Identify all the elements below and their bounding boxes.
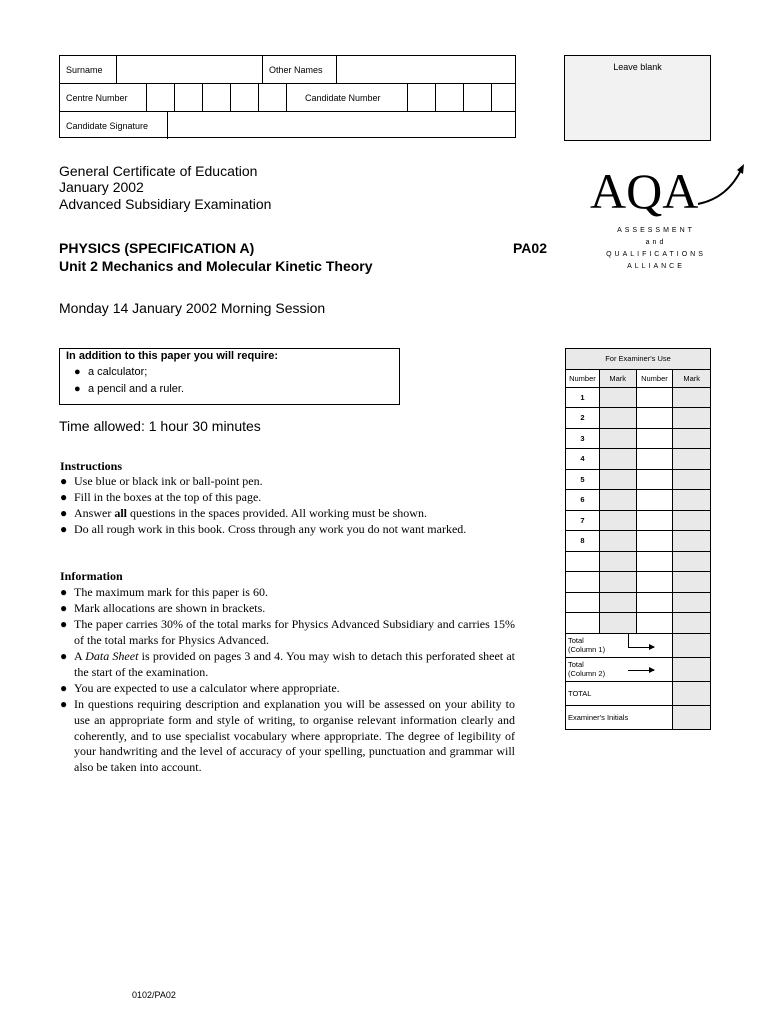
signature-row xyxy=(60,112,515,139)
mark-cell[interactable] xyxy=(673,531,711,552)
examiners-use-title: For Examiner's Use xyxy=(566,349,711,370)
number-cell[interactable] xyxy=(636,408,673,429)
signature-field[interactable] xyxy=(168,112,517,139)
number-cell[interactable] xyxy=(636,387,673,408)
examiners-initials-label: Examiner's Initials xyxy=(566,705,673,729)
aqa-swoosh-icon xyxy=(588,160,748,220)
number-row xyxy=(60,84,515,112)
candidate-number-digit[interactable] xyxy=(408,84,436,111)
mark-cell[interactable] xyxy=(599,592,636,613)
logo-line-2: QUALIFICATIONS xyxy=(606,251,706,258)
information-heading: Information xyxy=(60,569,123,583)
row-number xyxy=(566,572,600,593)
mark-cell[interactable] xyxy=(673,469,711,490)
mark-cell[interactable] xyxy=(599,469,636,490)
mark-cell[interactable] xyxy=(599,572,636,593)
mark-cell[interactable] xyxy=(599,449,636,470)
mark-cell[interactable] xyxy=(599,490,636,511)
candidate-details-box xyxy=(59,55,516,138)
mark-cell[interactable] xyxy=(599,510,636,531)
instruction-item: ● Fill in the boxes at the top of this page. xyxy=(60,490,262,504)
session-line: Monday 14 January 2002 Morning Session xyxy=(59,300,326,316)
unit-title: Unit 2 Mechanics and Molecular Kinetic Theory xyxy=(59,258,373,274)
row-number: 4 xyxy=(566,449,600,470)
row-number: 5 xyxy=(566,469,600,490)
total-column-2-cell[interactable] xyxy=(673,657,711,681)
mark-cell[interactable] xyxy=(673,551,711,572)
total-column-1-cell[interactable] xyxy=(673,633,711,657)
row-number: 3 xyxy=(566,428,600,449)
information-item: ● You are expected to use a calculator where appropriate. xyxy=(60,681,340,695)
mark-cell[interactable] xyxy=(599,613,636,634)
information-item: ● The maximum mark for this paper is 60. xyxy=(60,585,268,599)
candidate-number-digit[interactable] xyxy=(464,84,492,111)
leave-blank-box: Leave blank xyxy=(564,55,711,141)
exam-line-2: January 2002 xyxy=(59,179,144,195)
logo-line-3: ALLIANCE xyxy=(627,263,685,270)
row-number xyxy=(566,592,600,613)
instruction-item: ● Answer all questions in the spaces provided. All working must be shown. xyxy=(60,506,427,520)
requirements-heading: In addition to this paper you will require: xyxy=(66,350,279,362)
col-number-2: Number xyxy=(636,369,673,387)
grand-total-cell[interactable] xyxy=(673,681,711,705)
requirement-item: ● a pencil and a ruler. xyxy=(74,383,185,395)
mark-cell[interactable] xyxy=(673,572,711,593)
footer-code: 0102/PA02 xyxy=(132,990,176,1000)
instruction-item: ● Do all rough work in this book. Cross through any work you do not want marked. xyxy=(60,522,467,536)
mark-cell[interactable] xyxy=(673,428,711,449)
total-column-2-label: Total (Column 2) xyxy=(566,657,673,681)
mark-cell[interactable] xyxy=(599,551,636,572)
examiners-use-table xyxy=(565,348,711,730)
centre-number-digit[interactable] xyxy=(147,84,175,111)
mark-cell[interactable] xyxy=(599,387,636,408)
candidate-number-label: Candidate Number xyxy=(287,84,408,111)
row-number xyxy=(566,551,600,572)
mark-cell[interactable] xyxy=(673,510,711,531)
candidate-number-digit[interactable] xyxy=(436,84,464,111)
aqa-letters: AQA xyxy=(590,163,699,219)
surname-field[interactable] xyxy=(117,56,263,83)
number-cell[interactable] xyxy=(636,490,673,511)
information-item: ● The paper carries 30% of the total marks for Physics Advanced Subsidiary and carries 15% of the total marks for Physics Advanced. xyxy=(60,617,515,647)
number-cell[interactable] xyxy=(636,531,673,552)
number-cell[interactable] xyxy=(636,428,673,449)
mark-cell[interactable] xyxy=(673,490,711,511)
mark-cell[interactable] xyxy=(673,387,711,408)
mark-cell[interactable] xyxy=(673,592,711,613)
exam-line-1: General Certificate of Education xyxy=(59,163,258,179)
paper-code: PA02 xyxy=(513,240,547,256)
subject-title: PHYSICS (SPECIFICATION A) xyxy=(59,240,255,256)
mark-cell[interactable] xyxy=(599,408,636,429)
row-number xyxy=(566,613,600,634)
number-cell[interactable] xyxy=(636,592,673,613)
information-item: ● In questions requiring description and explanation you will be assessed on your ability to use an appropriate form and style of writing, to organise relevant information clearly and coherently, and to use specialist vocabulary where appropriate. The degree of legibility of your handwriting and the level of accuracy of your spelling, punctuation and grammar will also be taken into account. xyxy=(60,697,515,775)
mark-cell[interactable] xyxy=(599,428,636,449)
row-number: 1 xyxy=(566,387,600,408)
logo-line-1: ASSESSMENT and xyxy=(617,227,695,246)
col-number: Number xyxy=(566,369,600,387)
mark-cell[interactable] xyxy=(599,531,636,552)
information-item: ● Mark allocations are shown in brackets. xyxy=(60,601,266,615)
candidate-number-digit[interactable] xyxy=(492,84,517,111)
number-cell[interactable] xyxy=(636,551,673,572)
requirements-box xyxy=(59,348,400,405)
number-cell[interactable] xyxy=(636,510,673,531)
centre-number-digit[interactable] xyxy=(175,84,203,111)
mark-cell[interactable] xyxy=(673,449,711,470)
row-number: 2 xyxy=(566,408,600,429)
total-column-1-label: Total (Column 1) xyxy=(566,633,673,657)
arrow-right-icon xyxy=(628,647,654,648)
centre-number-label: Centre Number xyxy=(60,84,147,111)
other-names-field[interactable] xyxy=(337,56,517,83)
aqa-logo xyxy=(588,160,748,270)
examiners-initials-cell[interactable] xyxy=(673,705,711,729)
requirement-item: ● a calculator; xyxy=(74,366,148,378)
number-cell[interactable] xyxy=(636,613,673,634)
information-item: ● A Data Sheet is provided on pages 3 and 4. You may wish to detach this perforated sheet at the start of the examination. xyxy=(60,649,515,679)
exam-line-3: Advanced Subsidiary Examination xyxy=(59,196,272,212)
number-cell[interactable] xyxy=(636,469,673,490)
arrow-right-icon xyxy=(628,670,654,671)
other-names-label: Other Names xyxy=(263,56,337,83)
col-mark: Mark xyxy=(599,369,636,387)
centre-number-digit[interactable] xyxy=(203,84,231,111)
number-cell[interactable] xyxy=(636,572,673,593)
mark-cell[interactable] xyxy=(673,408,711,429)
number-cell[interactable] xyxy=(636,449,673,470)
centre-number-digit[interactable] xyxy=(259,84,287,111)
row-number: 8 xyxy=(566,531,600,552)
surname-row xyxy=(60,56,515,84)
row-number: 7 xyxy=(566,510,600,531)
centre-number-digit[interactable] xyxy=(231,84,259,111)
mark-cell[interactable] xyxy=(673,613,711,634)
instructions-heading: Instructions xyxy=(60,459,123,473)
row-number: 6 xyxy=(566,490,600,511)
surname-label: Surname xyxy=(60,56,117,83)
col-mark-2: Mark xyxy=(673,369,711,387)
instruction-item: ● Use blue or black ink or ball-point pen. xyxy=(60,474,263,488)
time-allowed: Time allowed: 1 hour 30 minutes xyxy=(59,418,261,434)
grand-total-label: TOTAL xyxy=(566,681,673,705)
signature-label: Candidate Signature xyxy=(60,112,168,139)
